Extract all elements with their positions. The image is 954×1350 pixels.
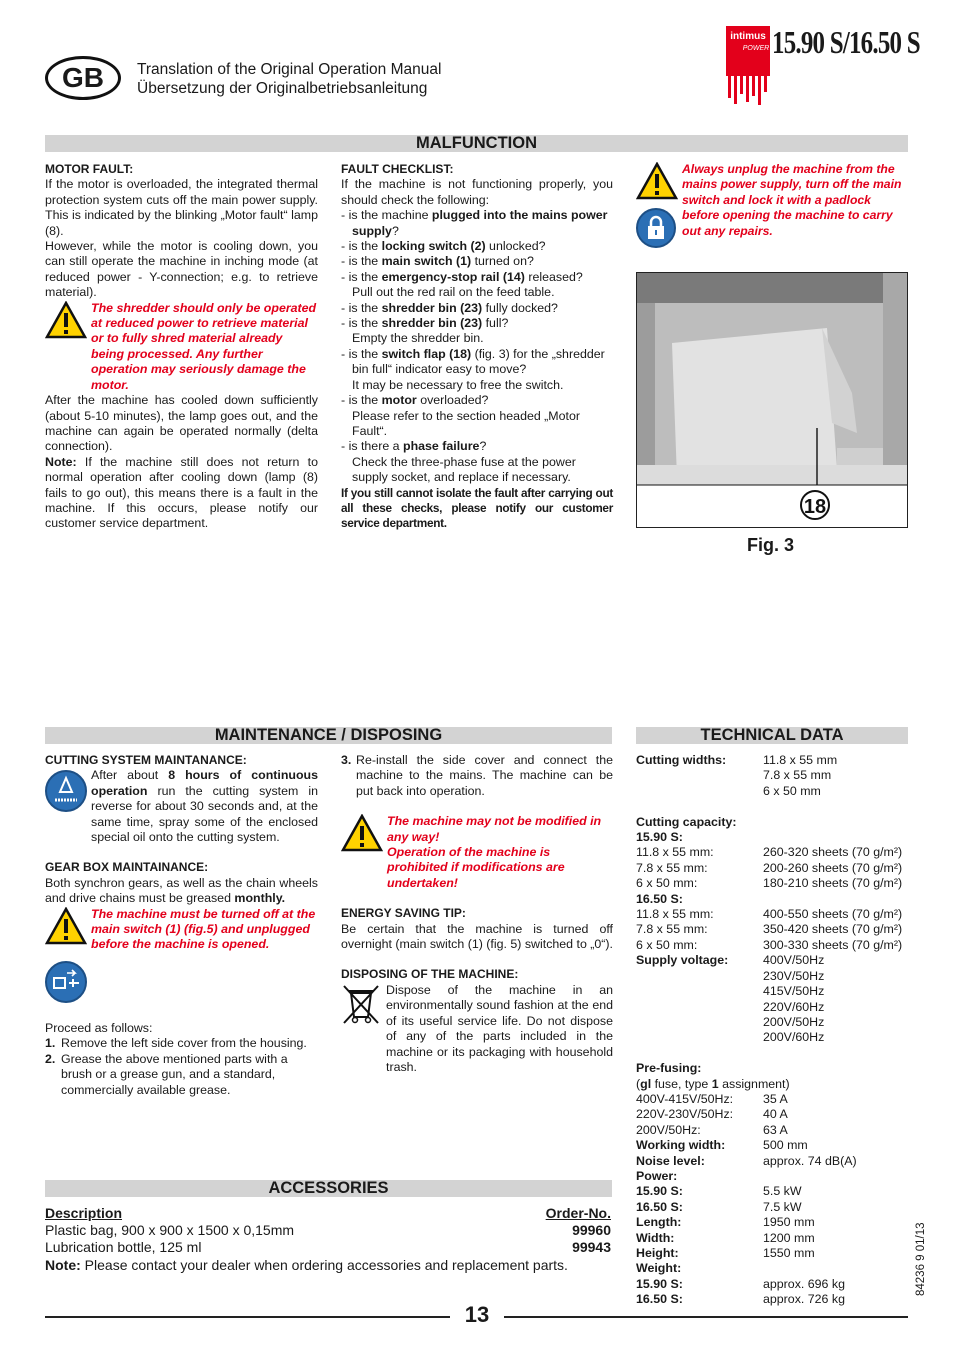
tech-value — [763, 1169, 857, 1184]
tech-key: 6 x 50 mm: — [636, 876, 698, 891]
motor-fault-section — [45, 162, 318, 532]
list-item: - is the shredder bin (23) fully docked? — [341, 300, 558, 315]
table-row — [636, 768, 902, 783]
tech-value — [763, 830, 902, 845]
motor-fault-heading: MOTOR FAULT: — [45, 162, 134, 176]
tech-key: Width: — [636, 1230, 675, 1245]
dispose-block — [341, 983, 613, 1075]
gear-warning-text: The machine must be turned off at the main switch (1) (fig.5) and unplugged before the machine is opened. — [91, 906, 316, 952]
footer-rule-left — [45, 1316, 450, 1318]
tech-key: Cutting capacity: — [636, 814, 737, 829]
tech-value — [763, 1261, 857, 1276]
tech-value: 1950 mm — [763, 1215, 815, 1230]
table-row — [636, 1215, 857, 1230]
tech-value: approx. 74 dB(A) — [763, 1153, 857, 1168]
table-row — [636, 1200, 857, 1215]
tech-key: 15.90 S: — [636, 1276, 683, 1291]
tech-value: 415V/50Hz — [763, 984, 825, 999]
table-row: Plastic bag, 900 x 900 x 1500 x 0,15mm 99960 — [45, 1222, 611, 1238]
page-number: 13 — [464, 1302, 490, 1327]
proceed-text: Proceed as follows: — [45, 1020, 153, 1035]
tech-value: 1550 mm — [763, 1246, 815, 1260]
tech-key: Length: — [636, 1215, 682, 1230]
cutting-heading: CUTTING SYSTEM MAINTANANCE: — [45, 753, 247, 767]
table-row — [636, 922, 902, 937]
tech-key — [636, 1046, 763, 1061]
motor-fault-note-label: Note: — [45, 454, 77, 469]
col-order-no: Order-No. — [545, 1205, 611, 1221]
tech-key: Cutting widths: — [636, 753, 727, 767]
list-item: - is the locking switch (2) unlocked? — [341, 239, 546, 254]
fault-checklist-closing: If you still cannot isolate the fault after carrying out all these checks, please notify our customer service department. — [341, 485, 613, 531]
tech-key: Power: — [636, 1168, 678, 1183]
table-row — [636, 1292, 857, 1307]
model-title: 15.90 S/16.50 S — [772, 24, 920, 60]
motor-fault-note — [45, 455, 318, 532]
tech-key — [636, 1015, 763, 1030]
table-row — [636, 969, 902, 984]
tech-value: 200V/50Hz — [763, 1014, 825, 1029]
list-item: - is the machine plugged into the mains power supply? — [341, 208, 608, 238]
table-row — [636, 907, 902, 922]
tech-value: 7.5 kW — [763, 1199, 802, 1214]
list-item: - is the main switch (1) turned on? — [341, 254, 534, 269]
fault-checklist-intro: If the machine is not functioning properly, you should check the following: — [341, 177, 613, 207]
language-badge: GB — [45, 56, 121, 100]
tech-key — [636, 1030, 763, 1045]
tech-key — [636, 969, 763, 984]
list-item: - is the switch flap (18) (fig. 3) for the „shredder bin full“ indicator easy to move? It may be necessary to free the switch. — [341, 346, 605, 392]
tech-key: 15.90 S: — [636, 1184, 683, 1199]
warning-triangle-icon — [341, 814, 387, 891]
tech-value: 400-550 sheets (70 g/m²) — [763, 907, 903, 922]
modification-warning — [341, 814, 613, 891]
table-row — [636, 1046, 902, 1061]
figure-label: Fig. 3 — [747, 535, 795, 555]
tech-key — [636, 1000, 763, 1015]
table-row — [636, 1277, 857, 1292]
tech-value: 35 A — [763, 1091, 788, 1106]
tech-key: Working width: — [636, 1138, 726, 1153]
gear-warning — [45, 907, 318, 953]
tech-value: 6 x 50 mm — [763, 783, 821, 798]
technical-table-1 — [636, 753, 902, 1077]
tech-value: 63 A — [763, 1122, 788, 1137]
figure-callout-18: 18 — [803, 496, 827, 518]
col-description: Description — [45, 1205, 123, 1221]
fault-checklist-heading: FAULT CHECKLIST: — [341, 162, 454, 176]
warning-triangle-icon — [45, 301, 91, 393]
list-item: - is there a phase failure? Check the three-phase fuse at the power supply socket, and replace if necessary. — [341, 439, 576, 485]
table-row — [636, 799, 902, 814]
cutting-text: After about 8 hours of continuous operation run the cutting system in reverse for about 30 seconds and, at the same time, spray some of the enclosed special oil onto the cutting system. — [91, 768, 318, 845]
tech-value: approx. 696 kg — [763, 1276, 845, 1291]
modification-warning-2: Operation of the machine is prohibited if modifications are undertaken! — [387, 845, 565, 890]
table-row — [636, 861, 902, 876]
unplug-icon — [45, 961, 87, 1003]
table-row — [636, 815, 902, 830]
table-row — [636, 953, 902, 968]
table-row — [636, 1138, 857, 1153]
tech-key — [636, 768, 763, 783]
tech-key: 400V-415V/50Hz: — [636, 1091, 734, 1106]
tech-value — [763, 815, 902, 830]
table-row — [636, 1261, 857, 1276]
step-2: 2. Grease the above mentioned parts with a brush or a grease gun, and a standard, commercially available grease. — [45, 1051, 288, 1097]
tech-value: 230V/50Hz — [763, 968, 825, 983]
tech-value: 220V/60Hz — [763, 999, 825, 1014]
tech-value: 300-330 sheets (70 g/m²) — [763, 937, 903, 952]
table-row: Lubrication bottle, 125 ml 99943 — [45, 1239, 611, 1255]
tech-value: 7.8 x 55 mm — [763, 768, 832, 783]
tech-key: 16.50 S: — [636, 891, 683, 906]
table-row — [636, 984, 902, 999]
tech-value — [763, 1046, 902, 1061]
tech-key: 16.50 S: — [636, 1292, 683, 1307]
table-row — [636, 1246, 857, 1261]
section-bar-maintenance: MAINTENANCE / DISPOSING — [45, 727, 612, 744]
accessories-note: Note: Please contact your dealer when ordering accessories and replacement parts. — [45, 1257, 568, 1273]
tech-value: 260-320 sheets (70 g/m²) — [763, 845, 903, 860]
table-row — [636, 1092, 857, 1107]
tech-key: Noise level: — [636, 1153, 705, 1168]
energy-heading: ENERGY SAVING TIP: — [341, 906, 466, 921]
accessories-table — [45, 1205, 611, 1256]
fuse-note: (gl fuse, type 1 assignment) — [636, 1076, 790, 1091]
header-line-2: Übersetzung der Originalbetriebsanleitung — [137, 80, 428, 97]
table-row — [636, 1169, 857, 1184]
tech-key: 16.50 S: — [636, 1199, 683, 1214]
motor-fault-p2: However, while the motor is cooling down, you can still operate the machine in inching mode (at reduced power - Y-connection; e.g. to retrieve material). — [45, 239, 318, 300]
figure-3-photo — [636, 272, 908, 528]
list-item: - is the emergency-stop rail (14) released? Pull out the red rail on the feed table. — [341, 269, 583, 300]
tech-key: Height: — [636, 1246, 679, 1260]
table-row — [636, 1061, 902, 1076]
table-row — [636, 784, 902, 799]
dispose-heading: DISPOSING OF THE MACHINE: — [341, 967, 519, 982]
tech-value: 500 mm — [763, 1138, 808, 1153]
tech-value — [763, 892, 902, 907]
table-row — [636, 876, 902, 891]
tech-key: 15.90 S: — [636, 830, 683, 845]
tech-value: 11.8 x 55 mm — [763, 753, 838, 767]
padlock-icon — [636, 208, 676, 248]
table-row — [636, 753, 902, 768]
table-row — [636, 892, 902, 907]
list-item: - is the motor overloaded? Please refer to the section headed „Motor Fault“. — [341, 393, 580, 438]
table-row — [636, 830, 902, 845]
tech-value: 200V/60Hz — [763, 1030, 825, 1045]
oil-spray-icon — [45, 770, 87, 812]
tech-value: 5.5 kW — [763, 1184, 802, 1199]
tech-key — [636, 784, 763, 799]
dispose-text: Dispose of the machine in an environmentally sound fashion at the end of its useful service life. Do not dispose of any of the parts included in the machine or its packaging with household trash. — [386, 982, 613, 1074]
document-code: 84236 9 01/13 — [915, 1222, 927, 1296]
table-row — [636, 1107, 857, 1122]
technical-data — [636, 753, 908, 1308]
step-3: 3. Re-install the side cover and connect the machine to the mains. The machine can be put back into operation. — [341, 753, 613, 798]
tech-value: 1200 mm — [763, 1230, 815, 1245]
motor-fault-p1: If the motor is overloaded, the integrated thermal protection system cuts off the main power supply. This is indicated by the blinking „Motor fault“ lamp (8). — [45, 177, 318, 238]
safety-icons — [636, 162, 678, 248]
tech-key: Pre-fusing: — [636, 1061, 702, 1076]
list-item: - is the shredder bin (23) full? Empty the shredder bin. — [341, 316, 509, 346]
maintenance-left — [45, 753, 318, 1098]
table-row — [636, 1184, 857, 1199]
motor-fault-note-text: If the machine still does not return to normal operation after cooling down (lamp (8) fails to go out), this means there is a fault in the machine. If this occurs, please notify our customer service department. — [45, 454, 318, 531]
crossed-bin-icon — [341, 983, 386, 1075]
warning-triangle-icon — [45, 907, 91, 953]
gear-heading: GEAR BOX MAINTAINANCE: — [45, 860, 209, 875]
cutting-block — [45, 768, 318, 845]
tech-key: 6 x 50 mm: — [636, 937, 698, 952]
footer-rule-right — [504, 1316, 908, 1318]
energy-text: Be certain that the machine is turned off overnight (main switch (1) (fig. 5) switched to „0“). — [341, 921, 613, 952]
intimus-logo — [726, 26, 770, 106]
brand-sub-text: POWER — [742, 45, 770, 52]
tech-value — [763, 1061, 902, 1076]
brand-text: intimus — [730, 31, 766, 42]
tech-value: 200-260 sheets (70 g/m²) — [763, 860, 903, 875]
tech-key: 220V-230V/50Hz: — [636, 1107, 734, 1122]
tech-value: 350-420 sheets (70 g/m²) — [763, 922, 903, 937]
section-bar-malfunction: MALFUNCTION — [45, 135, 908, 152]
tech-key — [636, 799, 763, 814]
header-subtitle — [137, 60, 441, 98]
tech-value: 40 A — [763, 1107, 788, 1122]
table-row — [636, 1000, 902, 1015]
table-row — [636, 1030, 902, 1045]
safety-warning-text: Always unplug the machine from the mains power supply, turn off the main switch and lock it with a padlock before opening the machine to carry out any repairs. — [682, 162, 902, 238]
table-row — [636, 1123, 857, 1138]
tech-key — [636, 984, 763, 999]
tech-key: 7.8 x 55 mm: — [636, 922, 708, 937]
gear-text: Both synchron gears, as well as the chain wheels and drive chains must be greased monthly. — [45, 875, 318, 906]
tech-key: Weight: — [636, 1261, 682, 1276]
table-row — [636, 938, 902, 953]
tech-value: approx. 726 kg — [763, 1292, 845, 1307]
maintenance-right — [341, 753, 613, 1075]
tech-value: 180-210 sheets (70 g/m²) — [763, 876, 903, 891]
table-row — [636, 1154, 857, 1169]
tech-key: Supply voltage: — [636, 953, 729, 968]
tech-key: 11.8 x 55 mm: — [636, 907, 714, 922]
accessories-header — [45, 1205, 611, 1222]
fault-checklist — [341, 208, 613, 485]
table-row — [636, 845, 902, 860]
section-bar-technical: TECHNICAL DATA — [636, 727, 908, 744]
motor-fault-p3: After the machine has cooled down sufficiently (about 5-10 minutes), the lamp goes out, and the machine can again be operated normally (delta connection). — [45, 393, 318, 454]
warning-triangle-icon — [636, 162, 678, 204]
header-line-1: Translation of the Original Operation Manual — [137, 61, 442, 78]
tech-key: 7.8 x 55 mm: — [636, 860, 708, 875]
step-1: 1. Remove the left side cover from the housing. — [45, 1036, 307, 1051]
tech-key: 200V/50Hz: — [636, 1122, 701, 1137]
modification-warning-1: The machine may not be modified in any way! — [387, 814, 602, 844]
tech-value — [763, 799, 902, 814]
table-row — [636, 1015, 902, 1030]
tech-key: 11.8 x 55 mm: — [636, 845, 714, 860]
fault-checklist-section — [341, 162, 613, 532]
motor-fault-warning-text: The shredder should only be operated at reduced power to retrieve material or to fully shred material already being processed. Any further operation may seriously damage the motor. — [91, 300, 317, 392]
tech-value: 400V/50Hz — [763, 953, 825, 968]
motor-fault-warning — [45, 301, 318, 393]
table-row — [636, 1231, 857, 1246]
technical-table-2 — [636, 1092, 857, 1308]
section-bar-accessories: ACCESSORIES — [45, 1180, 612, 1197]
